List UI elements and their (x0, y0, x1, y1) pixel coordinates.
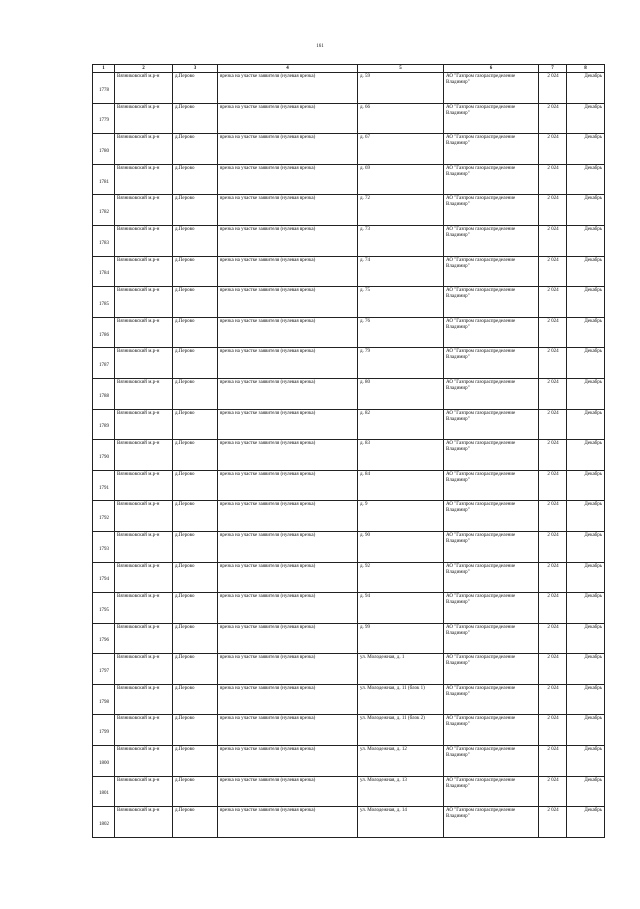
year-cell: 2 024 (539, 287, 567, 318)
month-cell: Декабрь (567, 531, 605, 562)
district-cell: Вязниковский м.р-н (115, 409, 173, 440)
locality-cell: д.Перово (173, 593, 218, 624)
row-number: 1793 (93, 531, 115, 562)
year-cell: 2 024 (539, 593, 567, 624)
row-number: 1789 (93, 409, 115, 440)
year-cell: 2 024 (539, 776, 567, 807)
year-cell: 2 024 (539, 256, 567, 287)
row-number: 1778 (93, 73, 115, 104)
organization-cell: АО "Газпром газораспределение Владимир" (444, 164, 539, 195)
table-row (93, 593, 605, 624)
work-type-cell: врезка на участке заявителя (нулевая врезка) (218, 348, 358, 379)
organization-cell: АО "Газпром газораспределение Владимир" (444, 225, 539, 256)
work-type-cell: врезка на участке заявителя (нулевая врезка) (218, 531, 358, 562)
locality-cell: д.Перово (173, 164, 218, 195)
column-header: 4 (218, 65, 358, 73)
locality-cell: д.Перово (173, 776, 218, 807)
address-cell: д. 99 (358, 623, 444, 654)
year-cell: 2 024 (539, 440, 567, 471)
district-cell: Вязниковский м.р-н (115, 593, 173, 624)
district-cell: Вязниковский м.р-н (115, 225, 173, 256)
year-cell: 2 024 (539, 746, 567, 777)
organization-cell: АО "Газпром газораспределение Владимир" (444, 103, 539, 134)
organization-cell: АО "Газпром газораспределение Владимир" (444, 195, 539, 226)
table-row (93, 103, 605, 134)
address-cell: д. 59 (358, 73, 444, 104)
month-cell: Декабрь (567, 317, 605, 348)
district-cell: Вязниковский м.р-н (115, 287, 173, 318)
month-cell: Декабрь (567, 164, 605, 195)
locality-cell: д.Перово (173, 409, 218, 440)
address-cell: ул. Молодежная, д. 11 (блок 2) (358, 715, 444, 746)
month-cell: Декабрь (567, 440, 605, 471)
address-cell: д. 83 (358, 440, 444, 471)
organization-cell: АО "Газпром газораспределение Владимир" (444, 531, 539, 562)
organization-cell: АО "Газпром газораспределение Владимир" (444, 440, 539, 471)
month-cell: Декабрь (567, 776, 605, 807)
table-row (93, 287, 605, 318)
district-cell: Вязниковский м.р-н (115, 195, 173, 226)
row-number: 1791 (93, 470, 115, 501)
locality-cell: д.Перово (173, 317, 218, 348)
month-cell: Декабрь (567, 73, 605, 104)
organization-cell: АО "Газпром газораспределение Владимир" (444, 73, 539, 104)
year-cell: 2 024 (539, 225, 567, 256)
work-type-cell: врезка на участке заявителя (нулевая врезка) (218, 287, 358, 318)
table-row (93, 470, 605, 501)
locality-cell: д.Перово (173, 531, 218, 562)
table-row (93, 134, 605, 165)
row-number: 1784 (93, 256, 115, 287)
locality-cell: д.Перово (173, 654, 218, 685)
address-cell: д. 74 (358, 256, 444, 287)
locality-cell: д.Перово (173, 134, 218, 165)
district-cell: Вязниковский м.р-н (115, 164, 173, 195)
organization-cell: АО "Газпром газораспределение Владимир" (444, 287, 539, 318)
row-number: 1781 (93, 164, 115, 195)
organization-cell: АО "Газпром газораспределение Владимир" (444, 409, 539, 440)
work-type-cell: врезка на участке заявителя (нулевая врезка) (218, 256, 358, 287)
month-cell: Декабрь (567, 593, 605, 624)
work-type-cell: врезка на участке заявителя (нулевая врезка) (218, 164, 358, 195)
address-cell: д. 80 (358, 378, 444, 409)
month-cell: Декабрь (567, 348, 605, 379)
year-cell: 2 024 (539, 348, 567, 379)
table-header (93, 65, 605, 73)
organization-cell: АО "Газпром газораспределение Владимир" (444, 317, 539, 348)
column-header: 7 (539, 65, 567, 73)
month-cell: Декабрь (567, 134, 605, 165)
locality-cell: д.Перово (173, 256, 218, 287)
month-cell: Декабрь (567, 103, 605, 134)
address-cell: д. 82 (358, 409, 444, 440)
address-cell: д. 72 (358, 195, 444, 226)
row-number: 1780 (93, 134, 115, 165)
locality-cell: д.Перово (173, 103, 218, 134)
address-cell: д. 75 (358, 287, 444, 318)
locality-cell: д.Перово (173, 348, 218, 379)
table-row (93, 746, 605, 777)
organization-cell: АО "Газпром газораспределение Владимир" (444, 623, 539, 654)
address-cell: ул. Молодежная, д. 14 (358, 807, 444, 838)
work-type-cell: врезка на участке заявителя (нулевая врезка) (218, 623, 358, 654)
locality-cell: д.Перово (173, 195, 218, 226)
district-cell: Вязниковский м.р-н (115, 103, 173, 134)
year-cell: 2 024 (539, 195, 567, 226)
locality-cell: д.Перово (173, 73, 218, 104)
district-cell: Вязниковский м.р-н (115, 623, 173, 654)
locality-cell: д.Перово (173, 684, 218, 715)
locality-cell: д.Перово (173, 562, 218, 593)
work-type-cell: врезка на участке заявителя (нулевая врезка) (218, 562, 358, 593)
work-type-cell: врезка на участке заявителя (нулевая врезка) (218, 73, 358, 104)
year-cell: 2 024 (539, 378, 567, 409)
table-row (93, 440, 605, 471)
district-cell: Вязниковский м.р-н (115, 684, 173, 715)
row-number: 1790 (93, 440, 115, 471)
year-cell: 2 024 (539, 807, 567, 838)
work-type-cell: врезка на участке заявителя (нулевая врезка) (218, 776, 358, 807)
year-cell: 2 024 (539, 470, 567, 501)
locality-cell: д.Перово (173, 225, 218, 256)
year-cell: 2 024 (539, 531, 567, 562)
year-cell: 2 024 (539, 73, 567, 104)
district-cell: Вязниковский м.р-н (115, 807, 173, 838)
row-number: 1787 (93, 348, 115, 379)
district-cell: Вязниковский м.р-н (115, 715, 173, 746)
year-cell: 2 024 (539, 134, 567, 165)
table-row (93, 378, 605, 409)
table-row (93, 409, 605, 440)
month-cell: Декабрь (567, 715, 605, 746)
district-cell: Вязниковский м.р-н (115, 776, 173, 807)
row-number: 1779 (93, 103, 115, 134)
organization-cell: АО "Газпром газораспределение Владимир" (444, 776, 539, 807)
address-cell: ул. Молодежная, д. 13 (358, 776, 444, 807)
table-row (93, 348, 605, 379)
page-number: 161 (316, 44, 324, 49)
table-row (93, 531, 605, 562)
work-type-cell: врезка на участке заявителя (нулевая врезка) (218, 501, 358, 532)
district-cell: Вязниковский м.р-н (115, 470, 173, 501)
table-row (93, 807, 605, 838)
district-cell: Вязниковский м.р-н (115, 501, 173, 532)
month-cell: Декабрь (567, 501, 605, 532)
organization-cell: АО "Газпром газораспределение Владимир" (444, 562, 539, 593)
table-row (93, 501, 605, 532)
work-type-cell: врезка на участке заявителя (нулевая врезка) (218, 807, 358, 838)
row-number: 1796 (93, 623, 115, 654)
year-cell: 2 024 (539, 164, 567, 195)
month-cell: Декабрь (567, 684, 605, 715)
organization-cell: АО "Газпром газораспределение Владимир" (444, 501, 539, 532)
year-cell: 2 024 (539, 654, 567, 685)
locality-cell: д.Перово (173, 287, 218, 318)
month-cell: Декабрь (567, 409, 605, 440)
row-number: 1783 (93, 225, 115, 256)
district-cell: Вязниковский м.р-н (115, 348, 173, 379)
organization-cell: АО "Газпром газораспределение Владимир" (444, 684, 539, 715)
row-number: 1792 (93, 501, 115, 532)
locality-cell: д.Перово (173, 378, 218, 409)
table-row (93, 562, 605, 593)
work-type-cell: врезка на участке заявителя (нулевая врезка) (218, 470, 358, 501)
year-cell: 2 024 (539, 317, 567, 348)
year-cell: 2 024 (539, 623, 567, 654)
month-cell: Декабрь (567, 256, 605, 287)
address-cell: д. 73 (358, 225, 444, 256)
address-cell: д. 66 (358, 103, 444, 134)
organization-cell: АО "Газпром газораспределение Владимир" (444, 715, 539, 746)
month-cell: Декабрь (567, 225, 605, 256)
table-body (93, 73, 605, 838)
locality-cell: д.Перово (173, 440, 218, 471)
column-header: 6 (444, 65, 539, 73)
address-cell: д. 76 (358, 317, 444, 348)
table-row (93, 684, 605, 715)
locality-cell: д.Перово (173, 470, 218, 501)
work-type-cell: врезка на участке заявителя (нулевая врезка) (218, 684, 358, 715)
district-cell: Вязниковский м.р-н (115, 378, 173, 409)
address-cell: д. 84 (358, 470, 444, 501)
work-type-cell: врезка на участке заявителя (нулевая врезка) (218, 593, 358, 624)
column-header: 2 (115, 65, 173, 73)
month-cell: Декабрь (567, 562, 605, 593)
work-type-cell: врезка на участке заявителя (нулевая врезка) (218, 134, 358, 165)
column-header: 8 (567, 65, 605, 73)
organization-cell: АО "Газпром газораспределение Владимир" (444, 593, 539, 624)
district-cell: Вязниковский м.р-н (115, 654, 173, 685)
table-row (93, 776, 605, 807)
locality-cell: д.Перово (173, 807, 218, 838)
registry-table (92, 64, 605, 838)
locality-cell: д.Перово (173, 501, 218, 532)
district-cell: Вязниковский м.р-н (115, 531, 173, 562)
row-number: 1788 (93, 378, 115, 409)
month-cell: Декабрь (567, 654, 605, 685)
district-cell: Вязниковский м.р-н (115, 134, 173, 165)
work-type-cell: врезка на участке заявителя (нулевая врезка) (218, 225, 358, 256)
address-cell: д. 67 (358, 134, 444, 165)
month-cell: Декабрь (567, 623, 605, 654)
address-cell: ул. Молодежная, д. 11 (блок 1) (358, 684, 444, 715)
district-cell: Вязниковский м.р-н (115, 746, 173, 777)
year-cell: 2 024 (539, 715, 567, 746)
month-cell: Декабрь (567, 378, 605, 409)
row-number: 1800 (93, 746, 115, 777)
work-type-cell: врезка на участке заявителя (нулевая врезка) (218, 654, 358, 685)
month-cell: Декабрь (567, 195, 605, 226)
table-row (93, 256, 605, 287)
work-type-cell: врезка на участке заявителя (нулевая врезка) (218, 103, 358, 134)
work-type-cell: врезка на участке заявителя (нулевая врезка) (218, 195, 358, 226)
column-header: 5 (358, 65, 444, 73)
row-number: 1802 (93, 807, 115, 838)
organization-cell: АО "Газпром газораспределение Владимир" (444, 746, 539, 777)
row-number: 1799 (93, 715, 115, 746)
organization-cell: АО "Газпром газораспределение Владимир" (444, 134, 539, 165)
address-cell: д. 94 (358, 593, 444, 624)
table-row (93, 623, 605, 654)
table-row (93, 654, 605, 685)
district-cell: Вязниковский м.р-н (115, 440, 173, 471)
table-row (93, 317, 605, 348)
column-header: 3 (173, 65, 218, 73)
row-number: 1786 (93, 317, 115, 348)
row-number: 1794 (93, 562, 115, 593)
month-cell: Декабрь (567, 807, 605, 838)
month-cell: Декабрь (567, 470, 605, 501)
locality-cell: д.Перово (173, 746, 218, 777)
year-cell: 2 024 (539, 501, 567, 532)
organization-cell: АО "Газпром газораспределение Владимир" (444, 256, 539, 287)
organization-cell: АО "Газпром газораспределение Владимир" (444, 378, 539, 409)
organization-cell: АО "Газпром газораспределение Владимир" (444, 470, 539, 501)
month-cell: Декабрь (567, 287, 605, 318)
address-cell: ул. Молодежная, д. 1 (358, 654, 444, 685)
year-cell: 2 024 (539, 103, 567, 134)
organization-cell: АО "Газпром газораспределение Владимир" (444, 807, 539, 838)
address-cell: д. 9 (358, 501, 444, 532)
row-number: 1797 (93, 654, 115, 685)
table-row (93, 164, 605, 195)
row-number: 1782 (93, 195, 115, 226)
row-number: 1785 (93, 287, 115, 318)
work-type-cell: врезка на участке заявителя (нулевая врезка) (218, 378, 358, 409)
table-row (93, 225, 605, 256)
table-row (93, 73, 605, 104)
month-cell: Декабрь (567, 746, 605, 777)
year-cell: 2 024 (539, 684, 567, 715)
locality-cell: д.Перово (173, 623, 218, 654)
organization-cell: АО "Газпром газораспределение Владимир" (444, 348, 539, 379)
table-row (93, 715, 605, 746)
year-cell: 2 024 (539, 562, 567, 593)
organization-cell: АО "Газпром газораспределение Владимир" (444, 654, 539, 685)
address-cell: д. 69 (358, 164, 444, 195)
work-type-cell: врезка на участке заявителя (нулевая врезка) (218, 317, 358, 348)
work-type-cell: врезка на участке заявителя (нулевая врезка) (218, 409, 358, 440)
table-row (93, 195, 605, 226)
work-type-cell: врезка на участке заявителя (нулевая врезка) (218, 715, 358, 746)
district-cell: Вязниковский м.р-н (115, 73, 173, 104)
address-cell: д. 79 (358, 348, 444, 379)
row-number: 1801 (93, 776, 115, 807)
work-type-cell: врезка на участке заявителя (нулевая врезка) (218, 440, 358, 471)
address-cell: ул. Молодежная, д. 12 (358, 746, 444, 777)
work-type-cell: врезка на участке заявителя (нулевая врезка) (218, 746, 358, 777)
locality-cell: д.Перово (173, 715, 218, 746)
row-number: 1798 (93, 684, 115, 715)
row-number: 1795 (93, 593, 115, 624)
column-header: 1 (93, 65, 115, 73)
district-cell: Вязниковский м.р-н (115, 256, 173, 287)
year-cell: 2 024 (539, 409, 567, 440)
address-cell: д. 92 (358, 562, 444, 593)
district-cell: Вязниковский м.р-н (115, 562, 173, 593)
district-cell: Вязниковский м.р-н (115, 317, 173, 348)
address-cell: д. 90 (358, 531, 444, 562)
